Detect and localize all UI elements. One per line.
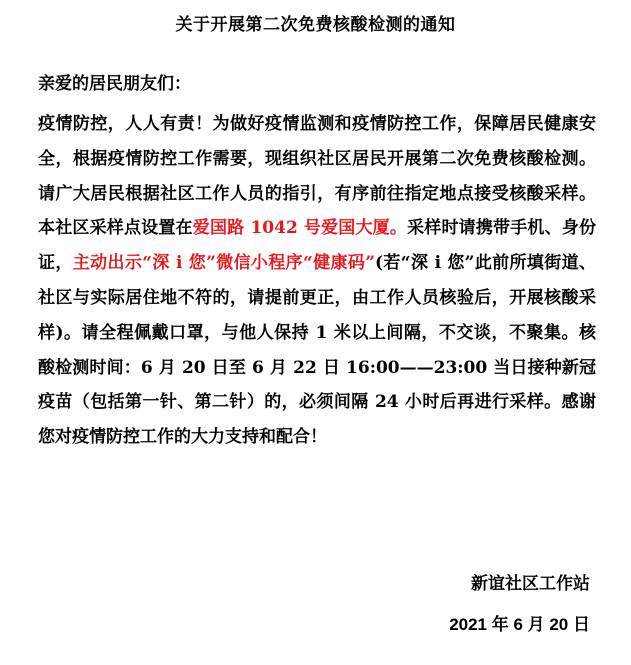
notice-title: 关于开展第二次免费核酸检测的通知 (175, 15, 456, 35)
greeting: 亲爱的居民朋友们： (38, 74, 191, 94)
sampling-location-highlight: 爱国路 1042 号爱国大厦。 (192, 218, 408, 239)
health-code-highlight: 主动出示“深 i 您”微信小程序“健康码” (72, 253, 376, 274)
notice-body (38, 107, 596, 455)
body-part-1: 疫情防控，人人有责！为做好疫情监测和疫情防控工作，保障居民健康安全，根据疫情防控工作需要，现组织社区居民开展第二次免费核酸检测。请广大居民根据社区工作人员的指引，有序前往指定地点接受核酸采样。本社区采样点设置在 (38, 114, 596, 239)
signature-date: 2021 年 6 月 20 日 (449, 615, 590, 634)
signature-organization: 新谊社区工作站 (471, 574, 590, 594)
body-part-2: 采样时请携带手机、身份证， (38, 218, 597, 274)
body-part-3: (若“深 i 您”此前所填街道、社区与实际居住地不符的，请提前更正，由工作人员核验后，开展核酸采样)。请全程佩戴口罩，与他人保持 1 米以上间隔，不交谈，不聚集。核酸检测时间：6 月 20 日至 6 月 22 日 16:00——23:00 当日接种新冠疫苗（包括第一针、第二针）的，必须间隔 24 小时后再进行采样。感谢您对疫情防控工作的大力支持和配合！ (38, 253, 596, 448)
